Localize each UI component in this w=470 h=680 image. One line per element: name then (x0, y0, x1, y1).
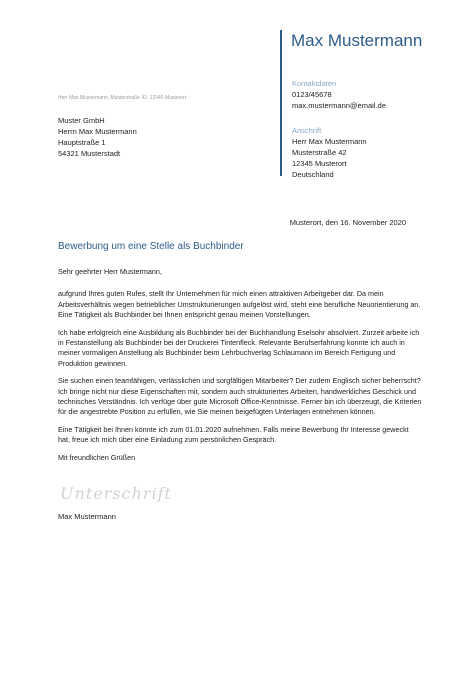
recipient-city: 54321 Musterstadt (58, 149, 121, 158)
body-paragraph: Eine Tätigkeit bei Ihnen könnte ich zum 01.01.2020 aufnehmen. Falls meine Bewerbung Ihr Interesse geweckt hat, freue ich mich über eine Einladung zum persönlichen Gespräch. (58, 424, 409, 445)
sender-return-line: Herr Max Mustermann, Musterstraße 42, 12345 Musterort (58, 95, 187, 101)
signature-name: Max Mustermann (58, 512, 116, 521)
contact-phone: 0123/45678 (292, 90, 332, 99)
letter-subject: Bewerbung um eine Stelle als Buchbinder (58, 241, 244, 252)
address-city: 12345 Musterort (292, 159, 347, 168)
recipient-street: Hauptstraße 1 (58, 138, 106, 147)
contact-label: Kontaktdaten (292, 79, 337, 88)
address-street: Musterstraße 42 (292, 148, 347, 157)
letter-date: Musterort, den 16. November 2020 (289, 218, 406, 227)
recipient-company: Muster GmbH (58, 116, 105, 125)
letter-body (58, 267, 422, 463)
address-block (292, 126, 367, 180)
body-paragraph: Sie suchen einen teamfähigen, verlässlichen und sorgfältigen Mitarbeiter? Der zudem Englisch sicher beherrscht? Ich bringe nicht nur diese Eigenschaften mit, sondern auch strukturiertes Arbeiten, handwerkliches Geschick und technisches Verständnis. Ich verfüge über gute Microsoft Office-Kenntnisse. Ferner bin ich überzeugt, die Kriterien für die angestrebte Position zu erfüllen, wie Sie meinen beigefügten Unterlagen entnehmen können. (58, 376, 422, 417)
recipient-name: Herrn Max Mustermann (58, 127, 137, 136)
contact-block (292, 79, 386, 111)
address-country: Deutschland (292, 170, 334, 179)
applicant-name-heading: Max Mustermann (291, 31, 423, 50)
header-divider (280, 30, 282, 176)
address-name: Herr Max Mustermann (292, 137, 367, 146)
body-paragraph: aufgrund Ihres guten Rufes, stellt Ihr Unternehmen für mich einen attraktiven Arbeitgeber dar. Da mein Arbeitsverhältnis wegen betrieblicher Umstrukturierungen aufgelöst wird, steht eine berufliche Neuorientierung an. Eine Tätigkeit als Buchbinder bei Ihnen entspricht genau meinen Vorstellungen. (58, 289, 421, 320)
signature-image: Unterschrift (60, 484, 172, 503)
contact-email: max.mustermann@email.de (292, 101, 386, 110)
closing: Mit freundlichen Grüßen (58, 452, 136, 462)
salutation: Sehr geehrter Herr Mustermann, (58, 267, 162, 276)
body-paragraph: Ich habe erfolgreich eine Ausbildung als Buchbinder bei der Buchhandlung Eselsohr absolviert. Zurzeit arbeite ich in Festanstellung als Buchbinder bei der Druckerei Tintenfleck. Relevante Berufserfahrung konnte ich auch in meiner vormaligen Anstellung als Buchbinder beim Lehrbuchverlag Schlaumann im Bereich Fertigung und Produktion gewinnen. (58, 327, 420, 368)
recipient-block (58, 115, 137, 159)
address-label: Anschrift (292, 126, 322, 135)
